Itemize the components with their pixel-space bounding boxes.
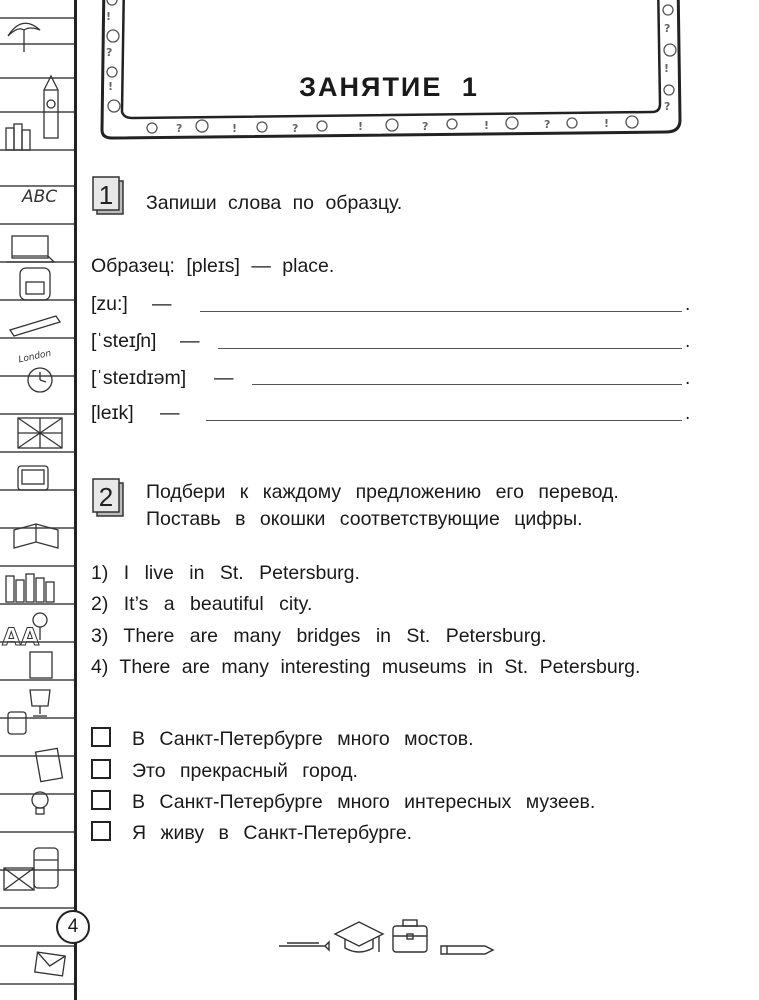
transcription: [leɪk]: [91, 402, 134, 424]
page-number: 4: [56, 910, 90, 944]
svg-text:?: ?: [422, 120, 429, 133]
answer-checkbox[interactable]: [91, 727, 111, 747]
answer-checkbox[interactable]: [91, 821, 111, 841]
exercise-2-badge: [92, 478, 126, 518]
transcription: [zu:]: [91, 293, 128, 315]
line-end: .: [685, 294, 691, 315]
exercise-1-number: 1: [98, 180, 114, 210]
answer-line[interactable]: [218, 348, 682, 349]
svg-text:?: ?: [664, 22, 671, 35]
dash: —: [152, 293, 172, 315]
exercise-1-sample: Образец: [pleɪs] — place.: [91, 255, 335, 277]
answer-checkbox[interactable]: [91, 759, 111, 779]
sentence-item: 3) There are many bridges in St. Petersburg.: [91, 625, 547, 647]
exercise-2-instruction-line2: Поставь в окошки соответствующие цифры.: [146, 508, 583, 530]
svg-text:?: ?: [664, 100, 671, 113]
svg-text:?: ?: [176, 122, 183, 135]
sentence-item: 2) It’s a beautiful city.: [91, 593, 313, 615]
answer-line[interactable]: [200, 311, 682, 312]
exercise-1-badge: [92, 176, 126, 216]
footer-doodles-icon: [275, 912, 505, 964]
answer-line[interactable]: [206, 420, 682, 421]
title-frame: [92, 0, 686, 140]
svg-text:?: ?: [292, 122, 299, 135]
svg-text:!: !: [106, 10, 112, 23]
svg-text:!: !: [664, 62, 670, 75]
svg-text:London: London: [17, 348, 53, 366]
answer-checkbox[interactable]: [91, 790, 111, 810]
sentence-item: 1) I live in St. Petersburg.: [91, 562, 360, 584]
exercise-2-instruction-line1: Подбери к каждому предложению его перевод.: [146, 481, 619, 503]
svg-text:ABC: ABC: [22, 187, 58, 207]
page-title: ЗАНЯТИЕ 1: [299, 72, 479, 102]
line-end: .: [685, 368, 691, 389]
svg-text:?: ?: [544, 118, 551, 131]
dash: —: [214, 367, 234, 389]
svg-text:!: !: [232, 122, 238, 135]
svg-text:!: !: [108, 80, 114, 93]
translation-item: Я живу в Санкт-Петербурге.: [132, 822, 413, 844]
sidebar-doodles: [0, 0, 74, 1000]
answer-line[interactable]: [252, 384, 682, 385]
svg-text:!: !: [604, 117, 610, 130]
svg-text:AA: AA: [2, 623, 40, 651]
decorative-sidebar: [0, 0, 77, 1000]
exercise-2-number: 2: [98, 482, 114, 512]
title-frame-border: [92, 0, 686, 140]
dash: —: [160, 402, 180, 424]
svg-text:!: !: [484, 119, 490, 132]
svg-text:!: !: [358, 120, 364, 133]
line-end: .: [685, 331, 691, 352]
translation-item: В Санкт-Петербурге много мостов.: [132, 728, 474, 750]
sentence-item: 4) There are many interesting museums in St. Petersburg.: [91, 656, 641, 678]
transcription: [ˈsteɪʃn]: [91, 330, 157, 352]
translation-item: Это прекрасный город.: [132, 760, 358, 782]
line-end: .: [685, 403, 691, 424]
translation-item: В Санкт-Петербурге много интересных музеев.: [132, 791, 596, 813]
exercise-1-instruction: Запиши слова по образцу.: [146, 192, 403, 214]
svg-text:?: ?: [106, 46, 113, 59]
transcription: [ˈsteɪdɪəm]: [91, 367, 187, 389]
dash: —: [180, 330, 200, 352]
